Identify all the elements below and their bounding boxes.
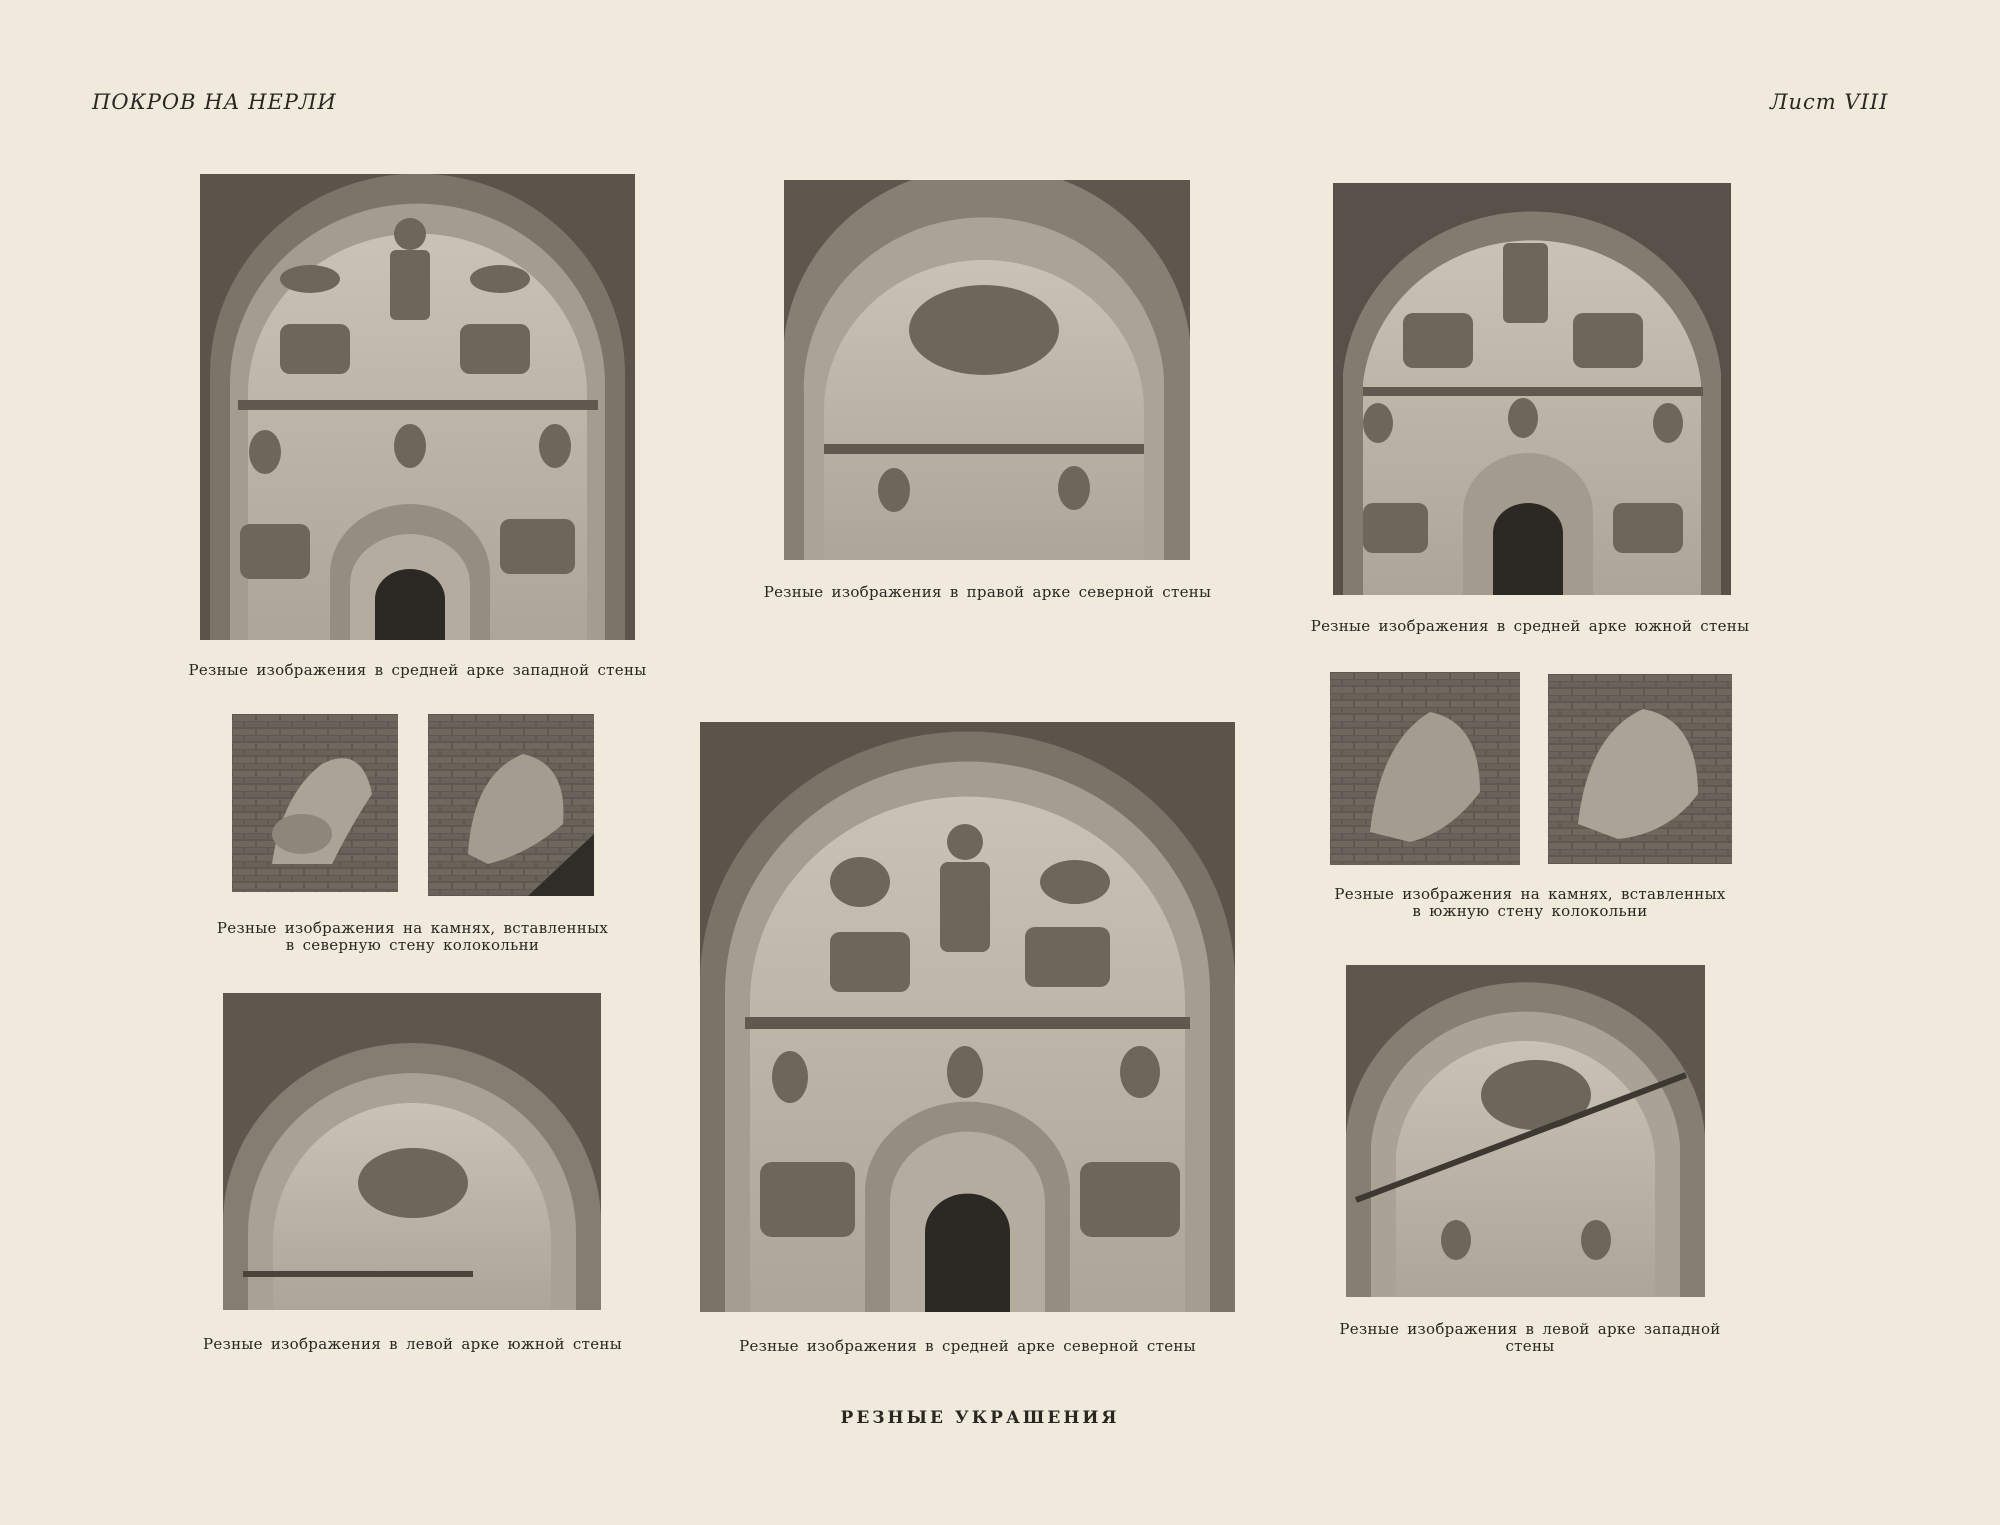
header-sheet-number: Лист VIII — [1770, 90, 1889, 114]
photo-south-middle-arch — [1333, 183, 1731, 595]
caption-bell-south-line-2: в южную стену колокольни — [1412, 902, 1648, 920]
plate-title: РЕЗНЫЕ УКРАШЕНИЯ — [840, 1408, 1120, 1428]
header-left-title: ПОКРОВ НА НЕРЛИ — [92, 90, 337, 114]
caption-west-left-arch-line-2: стены — [1505, 1337, 1555, 1355]
photo-bell-south-stone-2 — [1548, 674, 1732, 864]
caption-north-right-arch: Резные изображения в правой арке северной стены — [763, 583, 1212, 601]
photo-bell-north-stone-2 — [428, 714, 594, 896]
photo-south-left-arch — [223, 993, 601, 1310]
caption-bell-south — [1325, 886, 1735, 920]
caption-bell-north-line-2: в северную стену колокольни — [285, 936, 540, 954]
caption-north-middle-arch: Резные изображения в средней арке северной стены — [739, 1337, 1196, 1355]
caption-bell-south-line-1: Резные изображения на камнях, вставленных — [1334, 885, 1726, 903]
caption-bell-north — [200, 920, 625, 954]
caption-west-left-arch — [1330, 1321, 1730, 1355]
caption-south-left-arch: Резные изображения в левой арке южной стены — [203, 1335, 622, 1353]
caption-south-middle-arch: Резные изображения в средней арке южной стены — [1310, 617, 1750, 635]
photo-bell-south-stone-1 — [1330, 672, 1520, 865]
photo-west-middle-arch — [200, 174, 635, 640]
photo-west-left-arch — [1346, 965, 1705, 1297]
caption-west-middle-arch: Резные изображения в средней арке западной стены — [188, 661, 647, 679]
photo-bell-north-stone-1 — [232, 714, 398, 892]
photo-north-middle-arch — [700, 722, 1235, 1312]
photo-north-right-arch — [784, 180, 1190, 560]
caption-bell-north-line-1: Резные изображения на камнях, вставленных — [216, 919, 609, 937]
caption-west-left-arch-line-1: Резные изображения в левой арке западной — [1339, 1320, 1721, 1338]
